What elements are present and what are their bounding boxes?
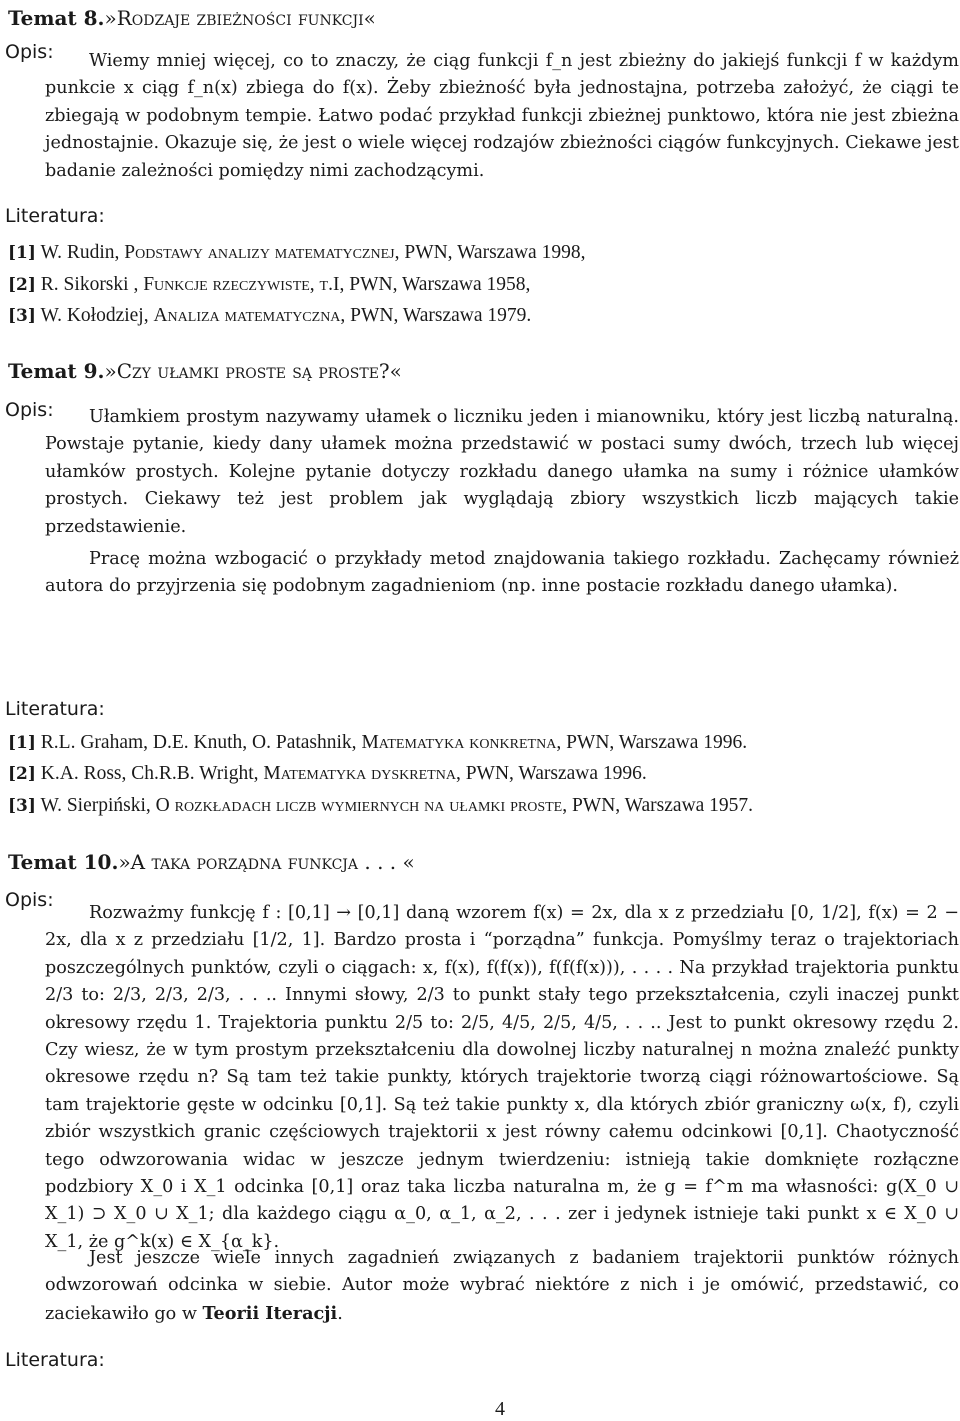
topic-8-ref-3: [3] W. Kołodziej, Analiza matematyczna, PWN, Warszawa 1979. — [8, 305, 532, 326]
topic-9-ref-3: [3] W. Sierpiński, O rozkładach liczb wymiernych na ułamki proste, PWN, Warszawa 1957. — [8, 795, 754, 816]
topic-10-description-2: Jest jeszcze wiele innych zagadnień związanych z badaniem trajektorii punktów różnych odwzorowań odcinka w siebie. Autor może wybrać niektóre z nich i je omówić, przedstawić, co zaciekawiło go w Teorii Iteracji. — [45, 1248, 959, 1324]
topic-10-name: »A taka porządna funkcja . . . « — [118, 850, 415, 874]
topic-9-ref-2: [2] K.A. Ross, Ch.R.B. Wright, Matematyka dyskretna, PWN, Warszawa 1996. — [8, 763, 647, 784]
topic-9-title — [8, 358, 402, 384]
topic-10-number: Temat 10. — [8, 850, 119, 874]
topic-9-literature-label: Literatura: — [5, 698, 105, 720]
topic-8-description — [45, 48, 959, 185]
topic-10-literature-label: Literatura: — [5, 1349, 105, 1371]
topic-9-ref-1: [1] R.L. Graham, D.E. Knuth, O. Patashnik, Matematyka konkretna, PWN, Warszawa 1996. — [8, 732, 748, 753]
topic-10-opis-label: Opis: — [5, 889, 54, 911]
topic-9-name: »Czy ułamki proste są proste?« — [104, 359, 402, 383]
topic-9-description-2: Pracę można wzbogacić o przykłady metod znajdowania takiego rozkładu. Zachęcamy również autora do przyjrzenia się podobnym zagadnieniom (np. inne postacie rozkładu danego ułamka). — [45, 549, 959, 597]
topic-9-number: Temat 9. — [8, 359, 105, 383]
topic-10-description-1: Rozważmy funkcję f : [0,1] → [0,1] daną wzorem f(x) = 2x, dla x z przedziału [0, 1/2], f(x) = 2 − 2x, dla x z przedziału [1/2, 1]. Bardzo prosta i “porządna” funkcja. Pomyślmy teraz o trajektoriach poszczególnych punktów, czyli o ciągach: x, f(x), f(f(x)), f(f(f(x))), . . . . Na przykład trajektoria punktu 2/3 to: 2/3, 2/3, 2/3, . . .. Innymi słowy, 2/3 to punkt stały tego przekształcenia, czyli inaczej punkt okresowy rzędu 1. Trajektoria punktu 2/5 to: 2/5, 4/5, 2/5, 4/5, . . .. Jest to punkt okresowy rzędu 2. Czy wiesz, że w tym prostym przekształceniu dla dowolnej liczby naturalnej n można znaleźć punkty okresowe rzędu n? Są tam też takie punkty, których trajektorie tworzą ciągi różnowartościowe. Są tam trajektorie gęste w odcinku [0,1]. Są też takie punkty x, dla których zbiór graniczny ω(x, f), czyli zbiór wszystkich granic częściowych trajektorii x jest równy całemu odcinkowi [0,1]. Chaotyczność tego odwzorowania widac w jeszcze jednym twierdzeniu: istnieją takie domknięte rozłączne podzbiory X_0 i X_1 odcinka [0,1] oraz taka liczba naturalna m, że g = f^m ma własności: g(X_0 ∪ X_1) ⊃ X_0 ∪ X_1; dla każdego ciągu α_0, α_1, α_2, . . . zer i jedynek istnieje taki punkt x ∈ X_0 ∪ X_1, że g^k(x) ∈ X_{α_k}. — [45, 903, 959, 1252]
topic-8-literature-label: Literatura: — [5, 205, 105, 227]
topic-9-opis-label: Opis: — [5, 399, 54, 421]
topic-8-description-text: Wiemy mniej więcej, co to znaczy, że ciąg funkcji f_n jest zbieżny do jakiejś funkcji f w każdym punkcie x ciąg f_n(x) zbiega do f(x). Żeby zbieżność była jednostajna, potrzeba założyć, że ciągi te zbiegają w podobnym tempie. Łatwo podać przykład funkcji zbieżnej punktowo, która nie jest zbieżna jednostajnie. Okazuje się, że jest o wiele więcej rodzajów zbieżności ciągów funkcyjnych. Ciekawe jest badanie zależności pomiędzy nimi zachodzącymi. — [45, 51, 959, 181]
theory-of-iterations: Teorii Iteracji — [202, 1302, 338, 1324]
topic-10-title — [8, 849, 415, 875]
page-number: 4 — [495, 1398, 505, 1420]
topic-8-ref-1: [1] W. Rudin, Podstawy analizy matematycznej, PWN, Warszawa 1998, — [8, 242, 586, 263]
topic-8-ref-2: [2] R. Sikorski , Funkcje rzeczywiste, t.I, PWN, Warszawa 1958, — [8, 274, 531, 295]
topic-8-name: »Rodzaje zbieżności funkcji« — [104, 6, 376, 30]
topic-8-title — [8, 5, 376, 31]
topic-8-opis-label: Opis: — [5, 41, 54, 63]
topic-8-number: Temat 8. — [8, 6, 105, 30]
topic-9-description-1: Ułamkiem prostym nazywamy ułamek o liczniku jeden i mianowniku, który jest liczbą naturalną. Powstaje pytanie, kiedy dany ułamek można przedstawić w postaci sumy dwóch, trzech lub więcej ułamków prostych. Kolejne pytanie dotyczy rozkładu danego ułamka na sumy i różnice ułamków prostych. Ciekawy też jest problem jak wyglądają zbiory wszystkich liczb mających takie przedstawienie. — [45, 407, 959, 537]
